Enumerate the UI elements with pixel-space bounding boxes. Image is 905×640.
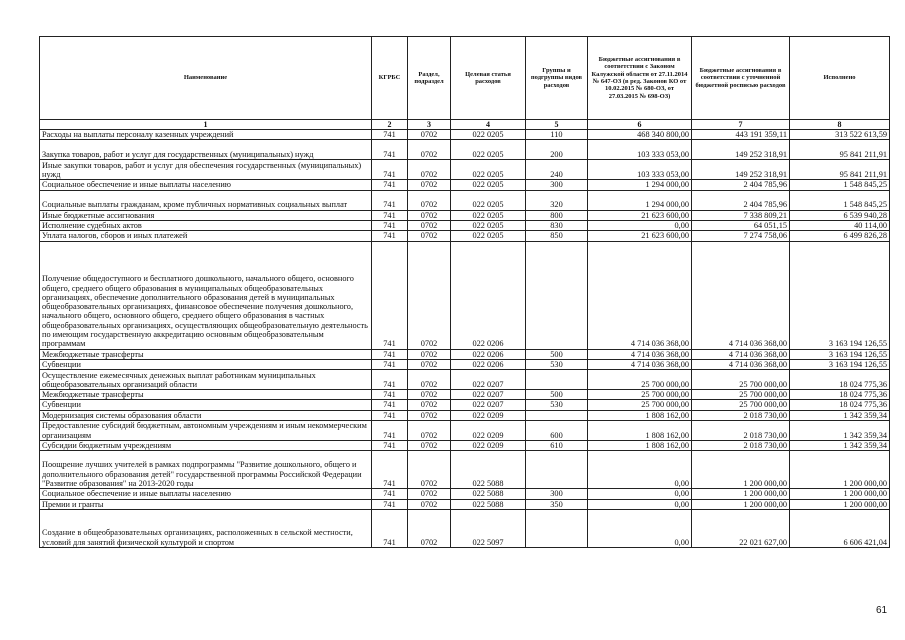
row-assignment-refined: 2 404 785,96 — [692, 190, 790, 210]
row-expense-group — [526, 509, 588, 547]
row-assignment-law: 0,00 — [588, 221, 692, 231]
row-kgrbs: 741 — [372, 410, 408, 420]
row-assignment-law: 21 623 600,00 — [588, 231, 692, 241]
row-executed: 18 024 775,36 — [790, 390, 890, 400]
row-name: Социальные выплаты гражданам, кроме публичных нормативных социальных выплат — [40, 190, 372, 210]
row-name: Осуществление ежемесячных денежных выплат работникам муниципальных общеобразовательных организаций области — [40, 370, 372, 390]
row-kgrbs: 741 — [372, 140, 408, 160]
col-number: 3 — [408, 120, 451, 130]
row-assignment-refined: 149 252 318,91 — [692, 160, 790, 180]
row-target-article: 022 0205 — [451, 130, 526, 140]
row-executed: 6 539 940,28 — [790, 210, 890, 220]
row-kgrbs: 741 — [372, 390, 408, 400]
table-row — [40, 489, 890, 499]
row-target-article: 022 0207 — [451, 390, 526, 400]
row-kgrbs: 741 — [372, 451, 408, 489]
column-number-row — [40, 120, 890, 130]
row-section: 0702 — [408, 180, 451, 190]
row-target-article: 022 0206 — [451, 349, 526, 359]
row-name: Социальное обеспечение и иные выплаты населению — [40, 489, 372, 499]
row-assignment-refined: 149 252 318,91 — [692, 140, 790, 160]
row-section: 0702 — [408, 489, 451, 499]
row-assignment-refined: 1 200 000,00 — [692, 499, 790, 509]
row-expense-group — [526, 451, 588, 489]
row-name: Модернизация системы образования области — [40, 410, 372, 420]
table-row — [40, 451, 890, 489]
row-kgrbs: 741 — [372, 499, 408, 509]
row-expense-group: 320 — [526, 190, 588, 210]
row-name: Расходы на выплаты персоналу казенных учреждений — [40, 130, 372, 140]
header-executed: Исполнено — [790, 37, 890, 120]
row-section: 0702 — [408, 441, 451, 451]
page-number: 61 — [876, 605, 888, 616]
row-executed: 313 522 613,59 — [790, 130, 890, 140]
row-expense-group: 830 — [526, 221, 588, 231]
row-assignment-law: 1 808 162,00 — [588, 410, 692, 420]
row-section: 0702 — [408, 509, 451, 547]
row-assignment-refined: 7 274 758,06 — [692, 231, 790, 241]
row-executed: 40 114,00 — [790, 221, 890, 231]
row-name: Межбюджетные трансферты — [40, 390, 372, 400]
row-target-article: 022 0205 — [451, 140, 526, 160]
row-section: 0702 — [408, 499, 451, 509]
table-row — [40, 160, 890, 180]
header-assign-refined: Бюджетные ассигнования в соответствии с уточненной бюджетной росписью расходов — [692, 37, 790, 120]
row-assignment-refined: 4 714 036 368,00 — [692, 359, 790, 369]
row-assignment-law: 468 340 800,00 — [588, 130, 692, 140]
row-assignment-law: 25 700 000,00 — [588, 390, 692, 400]
table-row — [40, 210, 890, 220]
row-target-article: 022 0206 — [451, 359, 526, 369]
row-section: 0702 — [408, 400, 451, 410]
table-row — [40, 130, 890, 140]
row-assignment-law: 103 333 053,00 — [588, 160, 692, 180]
row-expense-group: 850 — [526, 231, 588, 241]
row-expense-group: 240 — [526, 160, 588, 180]
table-row — [40, 190, 890, 210]
row-assignment-refined: 64 051,15 — [692, 221, 790, 231]
budget-table — [39, 36, 890, 548]
row-name: Получение общедоступного и бесплатного дошкольного, начального общего, основного общего, среднего общего образования в муниципальных общеобразовательных организациях, обеспечение дополнительного образования детей в муниципальных общеобразовательных организациях, финансовое обеспечение получения дошкольного, начального общего, основного общего, среднего общего образования в частных общеобразовательных организациях, осуществляющих общеобразовательную деятельность по имеющим государственную аккредитацию основным общеобразовательным программам — [40, 241, 372, 349]
row-executed: 1 548 845,25 — [790, 190, 890, 210]
row-expense-group: 530 — [526, 400, 588, 410]
row-expense-group — [526, 241, 588, 349]
header-assign-law: Бюджетные ассигнования в соответствии с Законом Калужской области от 27.11.2014 № 647-ОЗ (в ред. Законов КО от 10.02.2015 № 680-ОЗ, от 27.03.2015 № 698-ОЗ) — [588, 37, 692, 120]
header-row — [40, 37, 890, 120]
table-row — [40, 221, 890, 231]
row-executed: 6 499 826,28 — [790, 231, 890, 241]
row-executed: 18 024 775,36 — [790, 400, 890, 410]
table-row — [40, 140, 890, 160]
row-expense-group: 200 — [526, 140, 588, 160]
row-assignment-refined: 7 338 809,21 — [692, 210, 790, 220]
row-assignment-refined: 1 200 000,00 — [692, 451, 790, 489]
row-kgrbs: 741 — [372, 231, 408, 241]
row-section: 0702 — [408, 190, 451, 210]
row-target-article: 022 0207 — [451, 370, 526, 390]
table-row — [40, 441, 890, 451]
row-section: 0702 — [408, 359, 451, 369]
table-row — [40, 359, 890, 369]
row-target-article: 022 0205 — [451, 210, 526, 220]
row-assignment-refined: 2 404 785,96 — [692, 180, 790, 190]
row-name: Премии и гранты — [40, 499, 372, 509]
row-target-article: 022 0205 — [451, 190, 526, 210]
row-kgrbs: 741 — [372, 190, 408, 210]
row-name: Субвенции — [40, 400, 372, 410]
row-expense-group — [526, 410, 588, 420]
row-assignment-law: 1 808 162,00 — [588, 421, 692, 441]
header-section: Раздел, подраздел — [408, 37, 451, 120]
row-assignment-law: 4 714 036 368,00 — [588, 241, 692, 349]
row-executed: 3 163 194 126,55 — [790, 241, 890, 349]
row-kgrbs: 741 — [372, 421, 408, 441]
row-section: 0702 — [408, 160, 451, 180]
table-row — [40, 421, 890, 441]
row-kgrbs: 741 — [372, 359, 408, 369]
row-assignment-refined: 4 714 036 368,00 — [692, 349, 790, 359]
header-kgrbs: КГРБС — [372, 37, 408, 120]
row-expense-group: 350 — [526, 499, 588, 509]
header-target: Целевая статья расходов — [451, 37, 526, 120]
table-row — [40, 410, 890, 420]
row-expense-group: 530 — [526, 359, 588, 369]
row-kgrbs: 741 — [372, 349, 408, 359]
row-section: 0702 — [408, 421, 451, 441]
row-section: 0702 — [408, 210, 451, 220]
col-number: 5 — [526, 120, 588, 130]
table-row — [40, 349, 890, 359]
row-name: Уплата налогов, сборов и иных платежей — [40, 231, 372, 241]
row-expense-group: 610 — [526, 441, 588, 451]
row-executed: 6 606 421,04 — [790, 509, 890, 547]
row-kgrbs: 741 — [372, 210, 408, 220]
row-assignment-law: 0,00 — [588, 509, 692, 547]
row-section: 0702 — [408, 221, 451, 231]
row-assignment-refined: 22 021 627,00 — [692, 509, 790, 547]
row-kgrbs: 741 — [372, 130, 408, 140]
row-kgrbs: 741 — [372, 400, 408, 410]
col-number: 7 — [692, 120, 790, 130]
row-section: 0702 — [408, 370, 451, 390]
row-assignment-law: 1 294 000,00 — [588, 190, 692, 210]
table-row — [40, 180, 890, 190]
row-name: Создание в общеобразовательных организациях, расположенных в сельской местности, условий для занятий физической культурой и спортом — [40, 509, 372, 547]
table-row — [40, 400, 890, 410]
row-name: Исполнение судебных актов — [40, 221, 372, 231]
row-assignment-refined: 2 018 730,00 — [692, 410, 790, 420]
row-section: 0702 — [408, 410, 451, 420]
row-assignment-refined: 2 018 730,00 — [692, 421, 790, 441]
table-row — [40, 370, 890, 390]
col-number: 1 — [40, 120, 372, 130]
row-assignment-law: 103 333 053,00 — [588, 140, 692, 160]
row-target-article: 022 0205 — [451, 231, 526, 241]
row-section: 0702 — [408, 130, 451, 140]
row-section: 0702 — [408, 231, 451, 241]
row-assignment-refined: 2 018 730,00 — [692, 441, 790, 451]
row-section: 0702 — [408, 140, 451, 160]
row-executed: 1 200 000,00 — [790, 499, 890, 509]
row-target-article: 022 0206 — [451, 241, 526, 349]
row-target-article: 022 0209 — [451, 421, 526, 441]
row-executed: 1 342 359,34 — [790, 441, 890, 451]
row-executed: 95 841 211,91 — [790, 140, 890, 160]
row-assignment-refined: 4 714 036 368,00 — [692, 241, 790, 349]
row-executed: 1 342 359,34 — [790, 421, 890, 441]
col-number: 4 — [451, 120, 526, 130]
row-kgrbs: 741 — [372, 180, 408, 190]
row-expense-group: 300 — [526, 180, 588, 190]
row-assignment-refined: 25 700 000,00 — [692, 400, 790, 410]
row-kgrbs: 741 — [372, 509, 408, 547]
row-kgrbs: 741 — [372, 441, 408, 451]
row-target-article: 022 5088 — [451, 451, 526, 489]
table-row — [40, 499, 890, 509]
row-executed: 95 841 211,91 — [790, 160, 890, 180]
row-executed: 1 548 845,25 — [790, 180, 890, 190]
row-assignment-refined: 443 191 359,11 — [692, 130, 790, 140]
row-target-article: 022 0205 — [451, 221, 526, 231]
row-assignment-law: 25 700 000,00 — [588, 400, 692, 410]
header-group: Группы и подгруппы видов расходов — [526, 37, 588, 120]
row-kgrbs: 741 — [372, 489, 408, 499]
row-name: Субсидии бюджетным учреждениям — [40, 441, 372, 451]
row-expense-group: 300 — [526, 489, 588, 499]
row-target-article: 022 0205 — [451, 160, 526, 180]
row-assignment-law: 21 623 600,00 — [588, 210, 692, 220]
row-expense-group: 500 — [526, 390, 588, 400]
row-assignment-law: 0,00 — [588, 499, 692, 509]
row-name: Межбюджетные трансферты — [40, 349, 372, 359]
row-name: Социальное обеспечение и иные выплаты населению — [40, 180, 372, 190]
row-kgrbs: 741 — [372, 221, 408, 231]
row-name: Предоставление субсидий бюджетным, автономным учреждениям и иным некоммерческим организациям — [40, 421, 372, 441]
row-target-article: 022 5088 — [451, 489, 526, 499]
row-target-article: 022 0207 — [451, 400, 526, 410]
row-kgrbs: 741 — [372, 241, 408, 349]
row-section: 0702 — [408, 349, 451, 359]
row-name: Иные закупки товаров, работ и услуг для обеспечения государственных (муниципальных) нужд — [40, 160, 372, 180]
row-executed: 3 163 194 126,55 — [790, 359, 890, 369]
row-executed: 1 200 000,00 — [790, 489, 890, 499]
row-expense-group: 600 — [526, 421, 588, 441]
row-kgrbs: 741 — [372, 370, 408, 390]
row-section: 0702 — [408, 241, 451, 349]
row-expense-group: 110 — [526, 130, 588, 140]
row-assignment-law: 4 714 036 368,00 — [588, 359, 692, 369]
table-row — [40, 509, 890, 547]
row-assignment-law: 4 714 036 368,00 — [588, 349, 692, 359]
row-assignment-refined: 25 700 000,00 — [692, 390, 790, 400]
header-name: Наименование — [40, 37, 372, 120]
row-assignment-law: 1 294 000,00 — [588, 180, 692, 190]
table-row — [40, 241, 890, 349]
row-target-article: 022 5088 — [451, 499, 526, 509]
row-executed: 1 200 000,00 — [790, 451, 890, 489]
row-kgrbs: 741 — [372, 160, 408, 180]
row-section: 0702 — [408, 451, 451, 489]
row-expense-group: 500 — [526, 349, 588, 359]
row-expense-group: 800 — [526, 210, 588, 220]
row-name: Поощрение лучших учителей в рамках подпрограммы "Развитие дошкольного, общего и дополнительного образования детей" государственной программы Российской Федерации "Развитие образования" на 2013-2020 годы — [40, 451, 372, 489]
row-name: Субвенции — [40, 359, 372, 369]
row-assignment-law: 0,00 — [588, 451, 692, 489]
col-number: 8 — [790, 120, 890, 130]
row-assignment-law: 0,00 — [588, 489, 692, 499]
row-expense-group — [526, 370, 588, 390]
row-assignment-refined: 25 700 000,00 — [692, 370, 790, 390]
row-target-article: 022 0209 — [451, 410, 526, 420]
row-target-article: 022 0209 — [451, 441, 526, 451]
row-assignment-law: 25 700 000,00 — [588, 370, 692, 390]
row-target-article: 022 5097 — [451, 509, 526, 547]
table-row — [40, 390, 890, 400]
row-executed: 3 163 194 126,55 — [790, 349, 890, 359]
row-name: Иные бюджетные ассигнования — [40, 210, 372, 220]
table-row — [40, 231, 890, 241]
row-executed: 18 024 775,36 — [790, 370, 890, 390]
row-target-article: 022 0205 — [451, 180, 526, 190]
row-executed: 1 342 359,34 — [790, 410, 890, 420]
col-number: 6 — [588, 120, 692, 130]
row-assignment-refined: 1 200 000,00 — [692, 489, 790, 499]
row-name: Закупка товаров, работ и услуг для государственных (муниципальных) нужд — [40, 140, 372, 160]
row-section: 0702 — [408, 390, 451, 400]
row-assignment-law: 1 808 162,00 — [588, 441, 692, 451]
col-number: 2 — [372, 120, 408, 130]
